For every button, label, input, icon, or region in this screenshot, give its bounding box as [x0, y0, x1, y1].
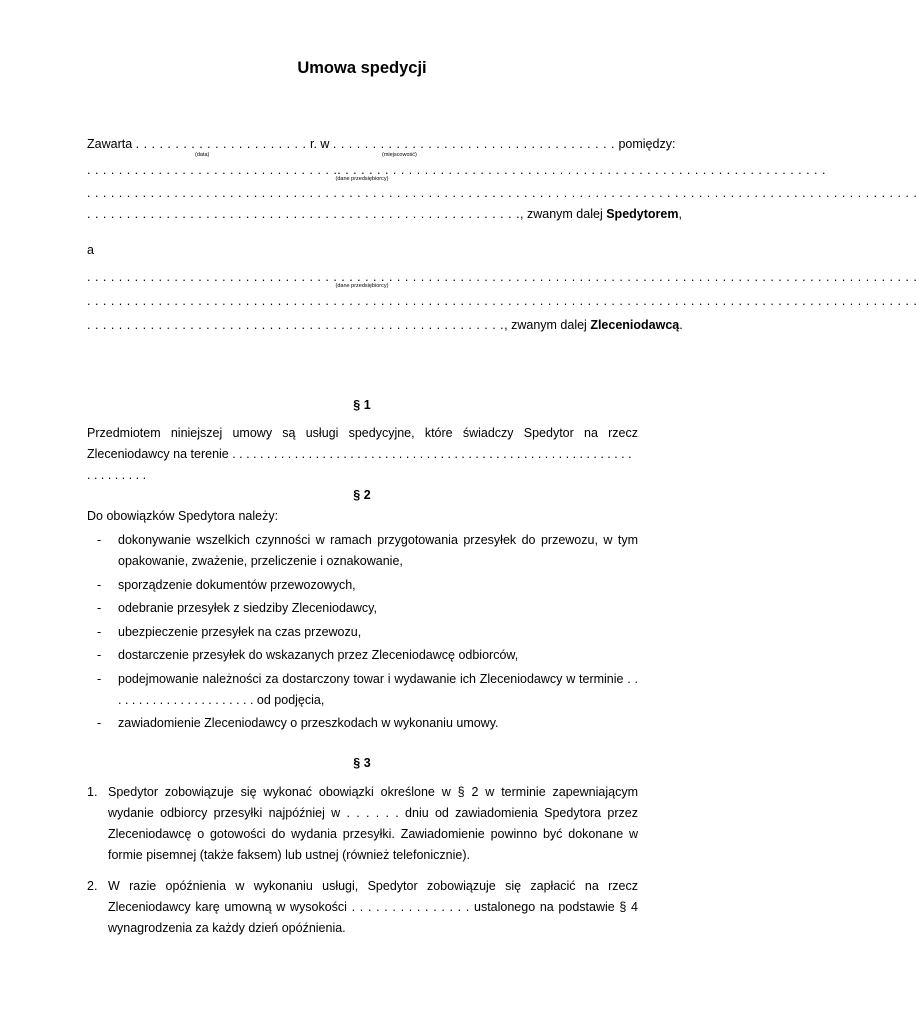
dash-bullet: - [97, 648, 102, 662]
list-item [87, 530, 638, 572]
zwanym-1: , zwanym dalej [520, 207, 603, 221]
company-2-blank-2[interactable]: . . . . . . . . . . . . . . . . . . . . . . . . . . . . . . . . . . . . . . . . . . . . . . . . . . . . . . . . . . . . . . . . . . . . . . . . . . . . . . . . . . . . . . . . . . . . . . . . . . . . . . . . . [87, 294, 917, 308]
intro-pomiedzy: pomiędzy: [618, 137, 676, 151]
company-1-blank-3[interactable]: . . . . . . . . . . . . . . . . . . . . . . . . . . . . . . . . . . . . . . . . . . . . . . . . . . . . . . . [87, 207, 521, 221]
duty-text: zawiadomienie Zleceniodawcy o przeszkodach w wykonaniu umowy. [118, 716, 499, 730]
dash-bullet: - [97, 601, 102, 615]
item-number: 1. [87, 785, 98, 799]
place-blank[interactable]: . . . . . . . . . . . . . . . . . . . . . . . . . . . . . . . . . . . . [332, 137, 615, 151]
party-spedytor: Spedytorem [606, 207, 679, 221]
duty-text: dostarczenie przesyłek do wskazanych przez Zleceniodawcę odbiorców, [118, 648, 519, 662]
hint-date: (data) [195, 152, 210, 158]
list-item [87, 876, 638, 939]
dash-bullet: - [97, 533, 102, 547]
hint-place: (miejscowość) [382, 152, 417, 158]
zwanym-2: , zwanym dalej [504, 318, 587, 332]
duty-text: podejmowanie należności za dostarczony towar i wydawanie ich Zleceniodawcy w terminie . . . . . . . . . . . . . . . . . . . . . . od podjęcia, [118, 671, 638, 707]
clause-text: W razie opóźnienia w wykonaniu usługi, Spedytor zobowiązuje się zapłacić na rzecz Zleceniodawcy karę umowną w wysokości . . . . . . . . . . . . . . . ustalonego na podstawie § 4 wynagrodzenia za każdy dzień opóźnienia. [108, 879, 638, 935]
section-1-text [87, 423, 638, 486]
section-2-lead: Do obowiązków Spedytora należy: [87, 509, 279, 523]
dash-bullet: - [97, 577, 102, 592]
company-2-blank-3[interactable]: . . . . . . . . . . . . . . . . . . . . . . . . . . . . . . . . . . . . . . . . . . . . . . . . . . . . . [87, 318, 505, 332]
duty-text: odebranie przesyłek z siedziby Zleceniodawcy, [118, 601, 377, 615]
duty-text: dokonywanie wszelkich czynności w ramach przygotowania przesyłek do przewozu, w tym opakowanie, zważenie, przeliczenie i oznakowanie, [118, 533, 638, 568]
conjunction-a: a [87, 243, 94, 257]
hint-company-1: (dane przedsiębiorcy) [335, 176, 389, 182]
period: . [679, 318, 683, 332]
party-zleceniodawca: Zleceniodawcą [590, 318, 680, 332]
list-item [87, 622, 638, 643]
list-item [87, 782, 638, 866]
item-number: 2. [87, 879, 98, 893]
territory-blank[interactable]: Zleceniodawcy na terenie . . . . . . . . . . . . . . . . . . . . . . . . . . . . . . . . . . . . . . . . . . . . . . . . . . . . . . . . . . . . . . . . . . . [87, 447, 632, 482]
section-1-header: § 1 [353, 398, 371, 412]
section-3-header: § 3 [353, 756, 371, 770]
intro-rw: r. w [309, 137, 330, 151]
company-1-blank-2[interactable]: . . . . . . . . . . . . . . . . . . . . . . . . . . . . . . . . . . . . . . . . . . . . . . . . . . . . . . . . . . . . . . . . . . . . . . . . . . . . . . . . . . . . . . . . . . . . . . . . . . . . . . . . . [87, 186, 917, 200]
list-item [87, 645, 638, 666]
list-item [87, 669, 638, 711]
section-3-list [87, 782, 638, 939]
dash-bullet: - [97, 671, 102, 686]
section-2-header: § 2 [353, 488, 371, 502]
list-item [87, 598, 638, 619]
comma: , [678, 207, 682, 221]
party-1-line [87, 207, 682, 222]
duty-text: ubezpieczenie przesyłek na czas przewozu, [118, 624, 362, 639]
duty-text: sporządzenie dokumentów przewozowych, [118, 577, 356, 592]
party-2-line [87, 318, 683, 333]
document-title: Umowa spedycji [297, 59, 427, 77]
company-1-blank-1[interactable]: . . . . . . . . . . . . . . . . . . . . . . . . . . . . . . . .. . . . . . . . . . . . . . . . . . . . . . . . . . . . . . . . . . . . . . . . . . . . . . . . . . . . . . . . . . . . . . [87, 163, 826, 177]
intro-line [87, 137, 676, 152]
hint-company-2: (dane przedsiębiorcy) [335, 283, 389, 289]
list-item [87, 713, 638, 734]
list-item [87, 575, 638, 596]
dash-bullet: - [97, 624, 102, 639]
dash-bullet: - [97, 716, 102, 730]
duties-list [87, 530, 638, 737]
intro-zawarta: Zawarta [87, 137, 133, 151]
company-2-blank-1[interactable]: . . . . . . . . . . . . . . . . . . . . . . . . . . . . . . . . . . . . . . . . . . . . . . . . . . . . . . . . . . . . . . . . . . . . . . . . . . . . . . . . . . . . . . . . . . . . . . . . . . . . . . . . . [87, 270, 917, 284]
clause-text: Spedytor zobowiązuje się wykonać obowiązki określone w § 2 w terminie zapewniającym wydanie odbiorcy przesyłki najpóźniej w . . . . . . dniu od zawiadomienia Spedytora przez Zleceniodawcę o gotowości do wydania przesyłki. Zawiadomienie powinno być dokonane w formie pisemnej (także faksem) lub ustnej (również telefonicznie). [108, 785, 638, 862]
date-blank[interactable]: . . . . . . . . . . . . . . . . . . . . . . [135, 137, 307, 151]
section-1-text-a: Przedmiotem niniejszej umowy są usługi spedycyjne, które świadczy Spedytor na rzecz [87, 426, 638, 440]
